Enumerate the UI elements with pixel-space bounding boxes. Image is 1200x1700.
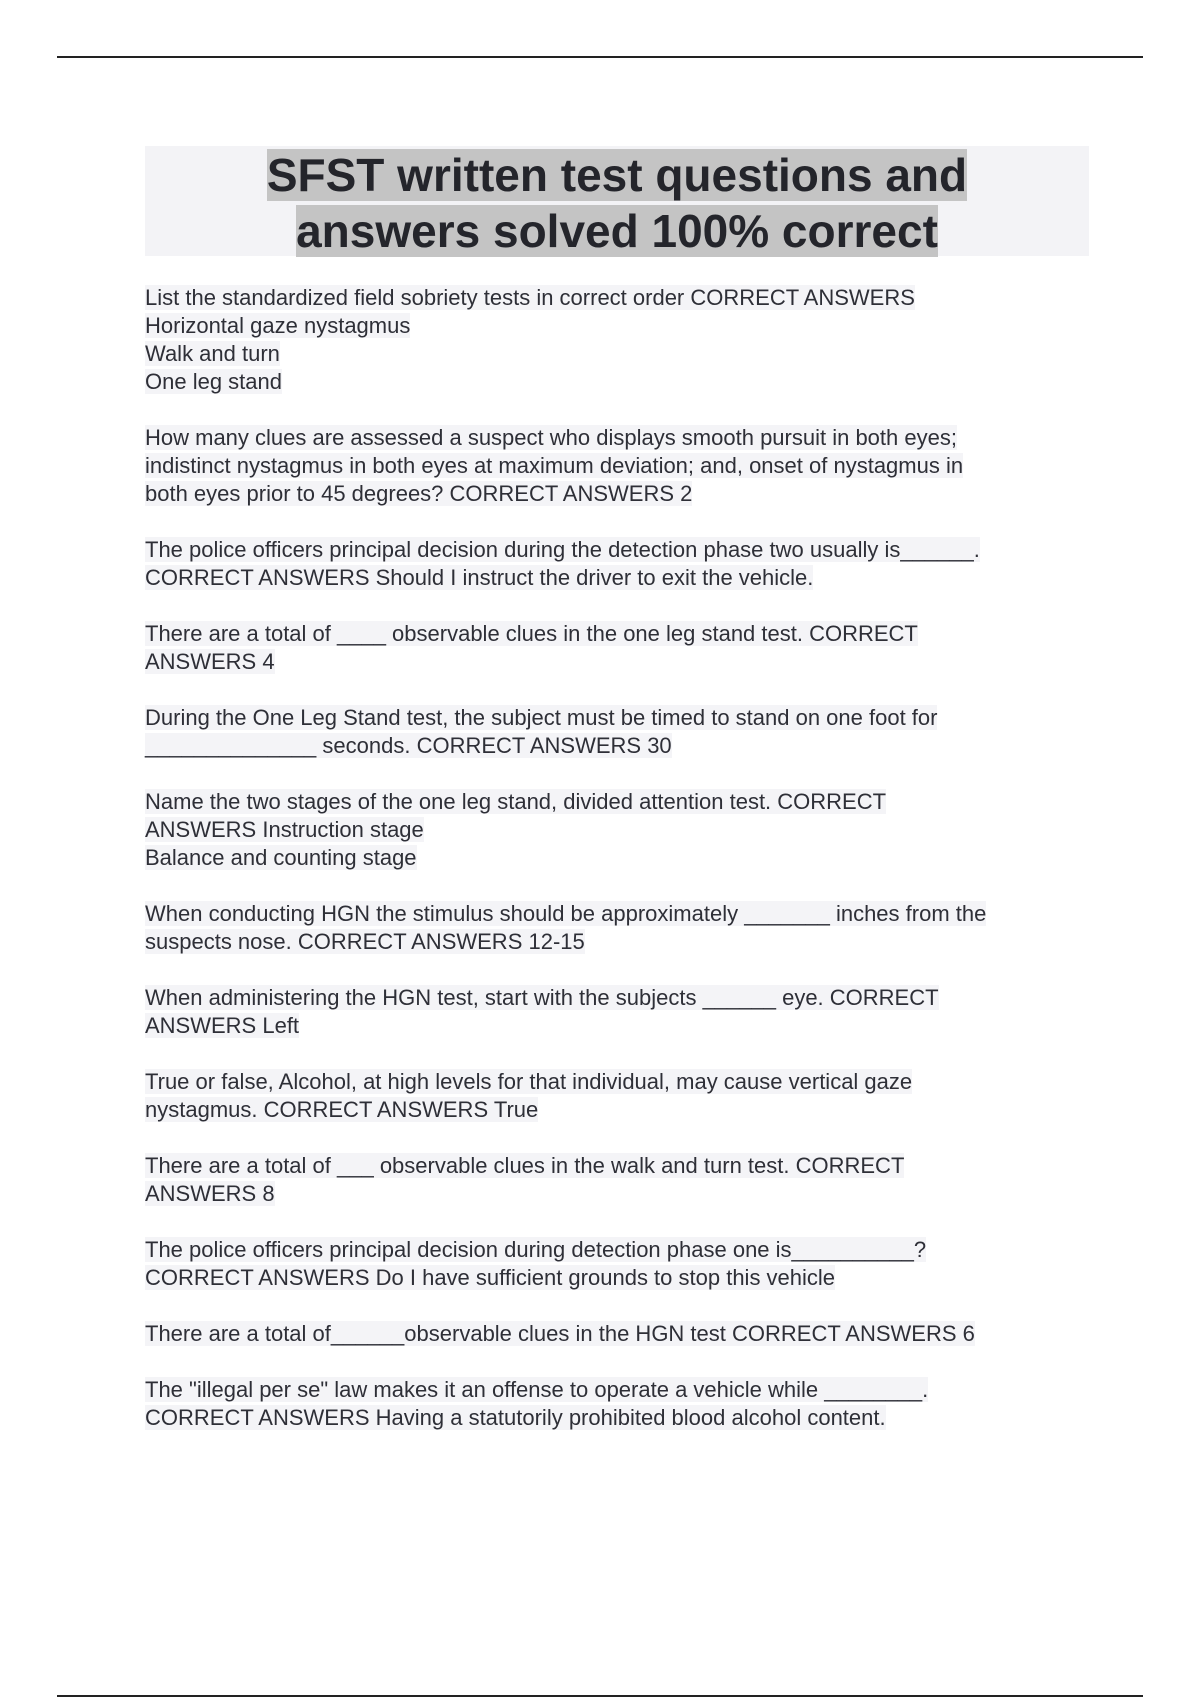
qa-line-text: Walk and turn xyxy=(145,341,280,366)
qa-line-text: ANSWERS 4 xyxy=(145,649,275,674)
qa-item xyxy=(145,284,1095,396)
qa-line xyxy=(145,788,1095,816)
qa-line-text: Horizontal gaze nystagmus xyxy=(145,313,411,338)
qa-line xyxy=(145,1404,1095,1432)
qa-line-text: CORRECT ANSWERS Having a statutorily prohibited blood alcohol content. xyxy=(145,1405,886,1430)
qa-line-text: CORRECT ANSWERS Do I have sufficient grounds to stop this vehicle xyxy=(145,1265,836,1290)
title-line-2: answers solved 100% correct xyxy=(296,205,938,257)
qa-line-text: both eyes prior to 45 degrees? CORRECT ANSWERS 2 xyxy=(145,481,693,506)
qa-item xyxy=(145,536,1095,592)
qa-line-text: How many clues are assessed a suspect who displays smooth pursuit in both eyes; xyxy=(145,425,957,450)
document-title xyxy=(145,146,1089,259)
qa-line xyxy=(145,312,1095,340)
qa-line-text: Name the two stages of the one leg stand, divided attention test. CORRECT xyxy=(145,789,887,814)
qa-line-text: The police officers principal decision during the detection phase two usually is______. xyxy=(145,537,980,562)
qa-line xyxy=(145,620,1095,648)
qa-line xyxy=(145,340,1095,368)
qa-item xyxy=(145,424,1095,508)
qa-line xyxy=(145,844,1095,872)
qa-line-text: indistinct nystagmus in both eyes at maximum deviation; and, onset of nystagmus in xyxy=(145,453,964,478)
qa-line xyxy=(145,928,1095,956)
qa-line xyxy=(145,1180,1095,1208)
qa-item xyxy=(145,1320,1095,1348)
qa-line-text: There are a total of______observable clues in the HGN test CORRECT ANSWERS 6 xyxy=(145,1321,975,1346)
title-line-1: SFST written test questions and xyxy=(266,149,968,201)
qa-list xyxy=(145,284,1095,1460)
qa-line xyxy=(145,564,1095,592)
qa-line-text: The "illegal per se" law makes it an offense to operate a vehicle while ________. xyxy=(145,1377,929,1402)
qa-line-text: Balance and counting stage xyxy=(145,845,417,870)
qa-line-text: When administering the HGN test, start with the subjects ______ eye. CORRECT xyxy=(145,985,939,1010)
qa-line-text: There are a total of ___ observable clues in the walk and turn test. CORRECT xyxy=(145,1153,905,1178)
qa-item xyxy=(145,1376,1095,1432)
qa-item xyxy=(145,900,1095,956)
qa-line-text: ANSWERS Instruction stage xyxy=(145,817,424,842)
qa-line xyxy=(145,480,1095,508)
qa-line xyxy=(145,648,1095,676)
qa-line-text: ______________ seconds. CORRECT ANSWERS 30 xyxy=(145,733,672,758)
qa-line xyxy=(145,452,1095,480)
qa-line-text: True or false, Alcohol, at high levels for that individual, may cause vertical gaze xyxy=(145,1069,913,1094)
qa-line xyxy=(145,1096,1095,1124)
qa-line-text: List the standardized field sobriety tests in correct order CORRECT ANSWERS xyxy=(145,285,915,310)
qa-item xyxy=(145,1152,1095,1208)
qa-line-text: There are a total of ____ observable clues in the one leg stand test. CORRECT xyxy=(145,621,918,646)
title-banner xyxy=(145,146,1089,256)
qa-line xyxy=(145,1264,1095,1292)
qa-line-text: nystagmus. CORRECT ANSWERS True xyxy=(145,1097,539,1122)
qa-line xyxy=(145,704,1095,732)
qa-line-text: suspects nose. CORRECT ANSWERS 12-15 xyxy=(145,929,585,954)
qa-line xyxy=(145,1376,1095,1404)
qa-line xyxy=(145,368,1095,396)
qa-line xyxy=(145,536,1095,564)
qa-line xyxy=(145,900,1095,928)
qa-line xyxy=(145,1068,1095,1096)
qa-line-text: CORRECT ANSWERS Should I instruct the driver to exit the vehicle. xyxy=(145,565,814,590)
qa-line xyxy=(145,816,1095,844)
qa-line xyxy=(145,1320,1095,1348)
qa-line-text: ANSWERS 8 xyxy=(145,1181,275,1206)
qa-line xyxy=(145,1012,1095,1040)
qa-line-text: One leg stand xyxy=(145,369,282,394)
qa-item xyxy=(145,1236,1095,1292)
top-rule xyxy=(57,56,1143,58)
qa-line xyxy=(145,1152,1095,1180)
qa-item xyxy=(145,788,1095,872)
qa-line xyxy=(145,732,1095,760)
qa-line xyxy=(145,424,1095,452)
qa-line-text: The police officers principal decision during detection phase one is__________? xyxy=(145,1237,927,1262)
qa-line-text: ANSWERS Left xyxy=(145,1013,300,1038)
qa-line-text: During the One Leg Stand test, the subject must be timed to stand on one foot for xyxy=(145,705,938,730)
qa-line-text: When conducting HGN the stimulus should be approximately _______ inches from the xyxy=(145,901,987,926)
qa-line xyxy=(145,984,1095,1012)
bottom-rule xyxy=(57,1695,1143,1697)
qa-item xyxy=(145,620,1095,676)
qa-item xyxy=(145,1068,1095,1124)
qa-item xyxy=(145,984,1095,1040)
qa-item xyxy=(145,704,1095,760)
qa-line xyxy=(145,284,1095,312)
qa-line xyxy=(145,1236,1095,1264)
